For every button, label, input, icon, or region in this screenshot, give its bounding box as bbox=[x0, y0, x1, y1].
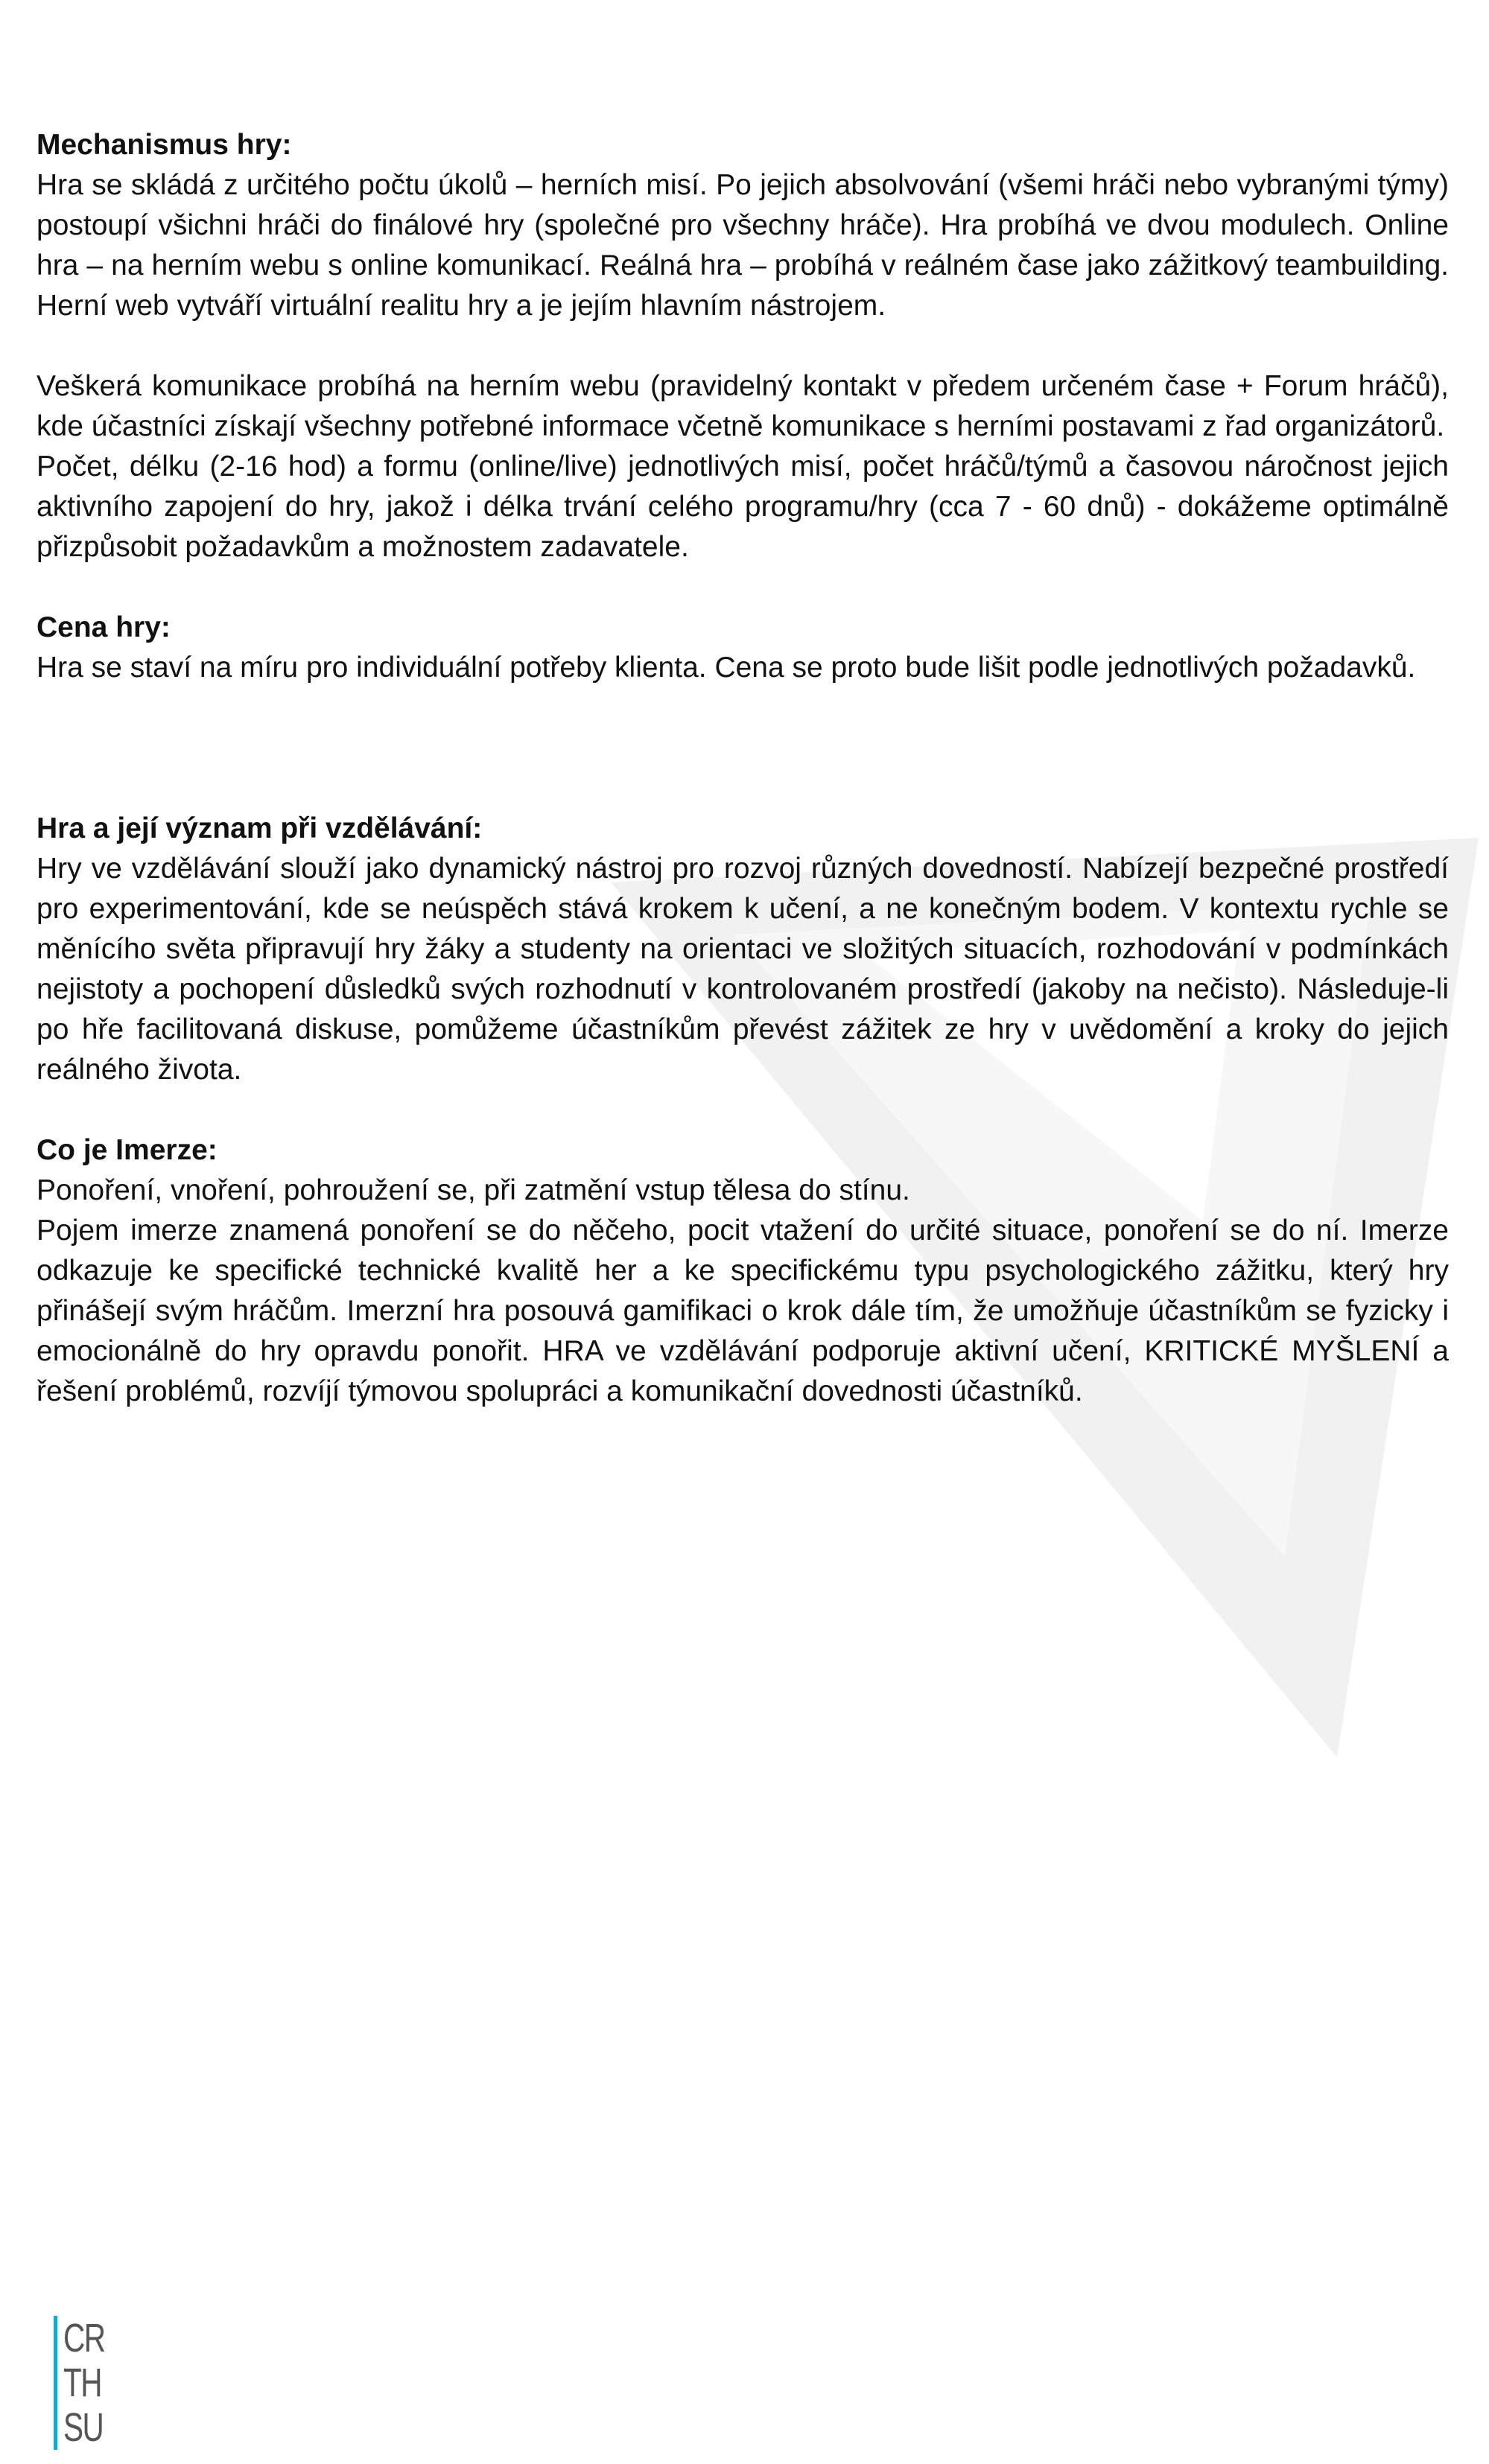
logo-line: CR bbox=[63, 2316, 105, 2360]
paragraph: Veškerá komunikace probíhá na herním webu (pravidelný kontakt v předem určeném čase + Forum hráčů), kde účastníci získají všechny potřebné informace včetně komunikace s herními postavami z řad organizátorů. bbox=[36, 370, 1449, 442]
section-heading: Mechanismus hry: bbox=[36, 129, 292, 161]
section-komunikace bbox=[36, 366, 1449, 567]
logo-line: TH bbox=[63, 2360, 101, 2405]
crthsu-logo bbox=[54, 2316, 115, 2450]
section-co-je-imerze bbox=[36, 1130, 1449, 1412]
section-vyznam-pri-vzdelavani bbox=[36, 809, 1449, 1090]
section-cena-hry bbox=[36, 608, 1449, 688]
paragraph: Pojem imerze znamená ponoření se do něčeho, pocit vtažení do určité situace, ponoření se do ní. Imerze odkazuje ke specifické technické kvalitě her a ke specifickému typu psychologického zážitku, který hry přinášejí svým hráčům. Imerzní hra posouvá gamifikaci o krok dále tím, že umožňuje účastníkům se fyzicky i emocionálně do hry opravdu ponořit. HRA ve vzdělávání podporuje aktivní učení, KRITICKÉ MYŠLENÍ a řešení problémů, rozvíjí týmovou spolupráci a komunikační dovednosti účastníků. bbox=[36, 1215, 1449, 1407]
paragraph: Ponoření, vnoření, pohroužení se, při zatmění vstup tělesa do stínu. bbox=[36, 1174, 910, 1206]
paragraph: Hra se skládá z určitého počtu úkolů – herních misí. Po jejich absolvování (všemi hráči nebo vybranými týmy) postoupí všichni hráči do finálové hry (společné pro všechny hráče). Hra probíhá ve dvou modulech. Online hra – na herním webu s online komunikací. Reálná hra – probíhá v reálném čase jako zážitkový teambuilding. Herní web vytváří virtuální realitu hry a je jejím hlavním nástrojem. bbox=[36, 169, 1449, 322]
section-heading: Hra a její význam při vzdělávání: bbox=[36, 812, 483, 844]
section-heading: Co je Imerze: bbox=[36, 1134, 218, 1166]
document-body bbox=[36, 125, 1449, 1412]
logo-line: SU bbox=[63, 2405, 104, 2450]
paragraph: Hra se staví na míru pro individuální potřeby klienta. Cena se proto bude lišit podle jednotlivých požadavků. bbox=[36, 652, 1416, 684]
paragraph: Počet, délku (2-16 hod) a formu (online/live) jednotlivých misí, počet hráčů/týmů a časovou náročnost jejich aktivního zapojení do hry, jakož i délka trvání celého programu/hry (cca 7 - 60 dnů) - dokážeme optimálně přizpůsobit požadavkům a možnostem zadavatele. bbox=[36, 451, 1449, 563]
section-heading: Cena hry: bbox=[36, 611, 171, 643]
paragraph: Hry ve vzdělávání slouží jako dynamický nástroj pro rozvoj různých dovedností. Nabízejí bezpečné prostředí pro experimentování, kde se neúspěch stává krokem k učení, a ne konečným bodem. V kontextu rychle se měnícího světa připravují hry žáky a studenty na orientaci ve složitých situacích, rozhodování v podmínkách nejistoty a pochopení důsledků svých rozhodnutí v kontrolovaném prostředí (jakoby na nečisto). Následuje-li po hře facilitovaná diskuse, pomůžeme účastníkům převést zážitek ze hry v uvědomění a kroky do jejich reálného života. bbox=[36, 853, 1449, 1086]
section-mechanismus-hry bbox=[36, 125, 1449, 326]
